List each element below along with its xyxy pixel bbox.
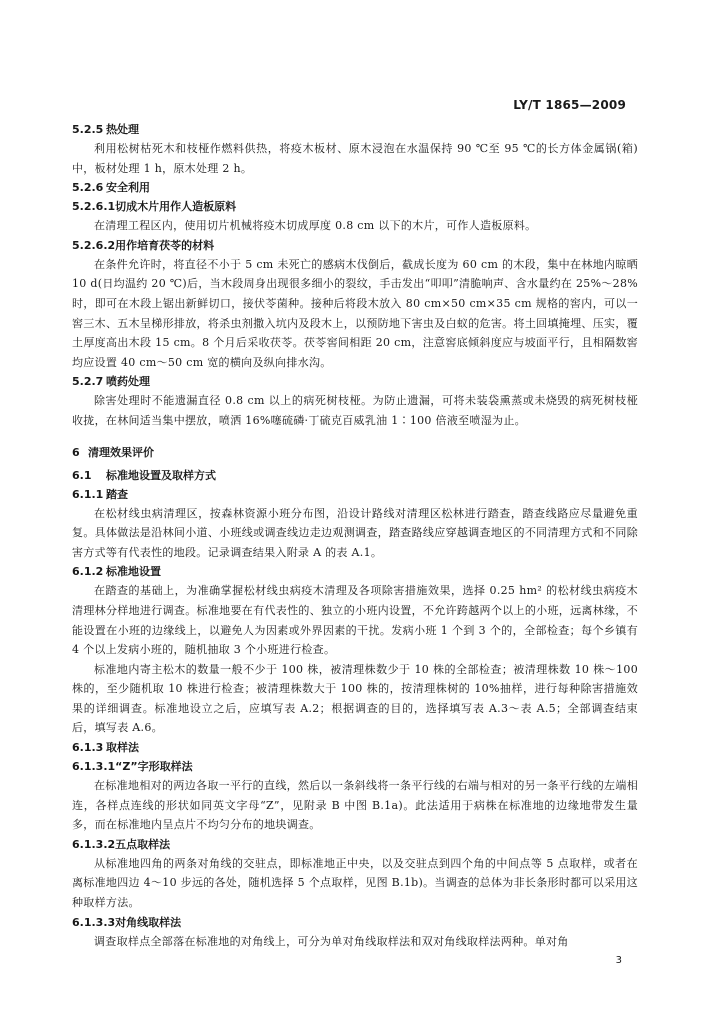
section-title: 标准地设置	[106, 565, 161, 579]
section-title: 对角线取样法	[115, 915, 182, 929]
section-number: 5.2.6.1	[72, 200, 116, 214]
section-number: 5.2.6	[72, 181, 104, 195]
section-number: 6.1.1	[72, 487, 104, 501]
section-heading	[72, 443, 638, 462]
section-title: 用作培育茯苓的材料	[115, 238, 215, 252]
section-heading	[72, 757, 638, 776]
section-heading	[72, 738, 638, 757]
section-title: 热处理	[106, 123, 139, 136]
section-title: 标准地设置及取样方式	[106, 468, 216, 482]
section-heading	[72, 913, 638, 932]
section-heading	[72, 485, 638, 504]
document-body	[72, 120, 638, 951]
section-title: “Z”字形取样法	[115, 760, 193, 774]
section-heading	[72, 236, 638, 255]
section-heading	[72, 372, 638, 391]
section-heading	[72, 120, 638, 139]
section-number: 5.2.6.2	[72, 238, 116, 252]
standard-number: LY/T 1865—2009	[513, 98, 626, 112]
section-number: 6.1.3.2	[72, 837, 116, 851]
paragraph: 在标准地相对的两边各取一平行的直线，然后以一条斜线将一条平行线的右端与相对的另一条平行线的左端相连，各样点连线的形状如同英文字母“Z”，见附录 B 中图 B.1a)。此法适用于病株在标准地的边缘地带发生量多，而在标准地内呈点片不均匀分布的地块调查。	[72, 779, 638, 832]
section-title: 取样法	[106, 741, 139, 755]
section-title: 踏查	[106, 487, 128, 501]
section-heading	[72, 562, 638, 581]
section-number: 6	[72, 445, 80, 459]
paragraph: 利用松树枯死木和枝桠作燃料供热，将疫木板材、原木浸泡在水温保持 90 ℃至 95 ℃的长方体金属锅(箱)中，板材处理 1 h，原木处理 2 h。	[72, 142, 638, 175]
section-heading	[72, 835, 638, 854]
section-number: 5.2.5	[72, 123, 104, 136]
section-number: 6.1.3.3	[72, 915, 116, 929]
page-number: 3	[615, 955, 622, 966]
section-number: 5.2.7	[72, 375, 104, 389]
section-title: 清理效果评价	[88, 445, 154, 459]
paragraph: 在松材线虫病清理区，按森林资源小班分布图，沿设计路线对清理区松林进行踏查，踏查线路应尽量避免重复。具体做法是沿林间小道、小班线或调查线边走边观测调查，踏查路线应穿越调查地区的不同清理方式和不同除害方式等有代表性的地段。记录调查结果入附录 A 的表 A.1。	[72, 506, 638, 559]
section-number: 6.1.3.1	[72, 760, 116, 774]
section-title: 切成木片用作人造板原料	[115, 200, 237, 214]
section-number: 6.1	[72, 468, 92, 482]
paragraph: 在条件允许时，将直径不小于 5 cm 未死亡的感病木伐倒后，截成长度为 60 cm 的木段，集中在林地内晾晒 10 d(日均温约 20 ℃)后，当木段周身出现很多细小的裂纹，手击发出“叩叩”清脆响声、含水量约在 25%～28%时，即可在木段上锯出新鲜切口，接伏苓菌种。接种后将段木放入 80 cm×50 cm×35 cm 规格的窖内，可以一窖三木、五木呈梯形排放，将杀虫剂撒入坑内及段木上，以预防地下害虫及白蚁的危害。将土回填掩埋、压实，覆土厚度高出木段 15 cm。8 个月后采收茯苓。茯苓窖间相距 20 cm，注意窖底倾斜度应与坡面平行，且相隔数窖均应设置 40 cm～50 cm 宽的横向及纵向排水沟。	[72, 257, 638, 369]
section-number: 6.1.2	[72, 565, 104, 579]
section-title: 五点取样法	[115, 837, 171, 851]
paragraph: 从标准地四角的两条对角线的交驻点，即标准地正中央，以及交驻点到四个角的中间点等 5 点取样，或者在离标准地四边 4～10 步远的各处，随机选择 5 个点取样，见图 B.1b)。当调查的总体为非长条形时都可以采用这种取样方法。	[72, 856, 638, 910]
section-heading	[72, 466, 638, 485]
paragraph: 在清理工程区内，使用切片机械将疫木切成厚度 0.8 cm 以下的木片，可作人造板原料。	[94, 219, 537, 233]
section-heading	[72, 178, 638, 197]
section-number: 6.1.3	[72, 741, 104, 755]
section-title: 喷药处理	[106, 375, 150, 389]
paragraph: 除害处理时不能遗漏直径 0.8 cm 以上的病死树枝桠。为防止遗漏，可将未装袋熏蒸或未烧毁的病死树枝桠收拢，在林间适当集中摆放，喷洒 16%噻硫磷·丁硫克百威乳油 1∶100 倍液至喷湿为止。	[72, 394, 638, 427]
paragraph: 在踏查的基础上，为准确掌握松材线虫病疫木清理及各项除害措施效果，选择 0.25 hm² 的松材线虫病疫木清理林分样地进行调查。标准地要在有代表性的、独立的小班内设置，不允许跨越两个以上的小班，远离林缘，不能设置在小班的边缘线上，以避免人为因素或外界因素的干扰。发病小班 1 个到 3 个的，全部检查；每个乡镇有 4 个以上发病小班的，随机抽取 3 个小班进行检查。	[72, 584, 638, 657]
paragraph: 调查取样点全部落在标准地的对角线上，可分为单对角线取样法和双对角线取样法两种。单对角	[94, 934, 569, 948]
section-heading	[72, 197, 638, 216]
paragraph: 标准地内寄主松木的数量一般不少于 100 株，被清理株数少于 10 株的全部检查；被清理株数 10 株～100 株的，至少随机取 10 株进行检查；被清理株数大于 100 株的，按清理株树的 10%抽样，进行每种除害措施效果的详细调查。标准地设立之后，应填写表 A.2；根据调查的目的，选择填写表 A.3～表 A.5；全部调查结束后，填写表 A.6。	[72, 662, 638, 735]
section-title: 安全利用	[106, 181, 150, 195]
